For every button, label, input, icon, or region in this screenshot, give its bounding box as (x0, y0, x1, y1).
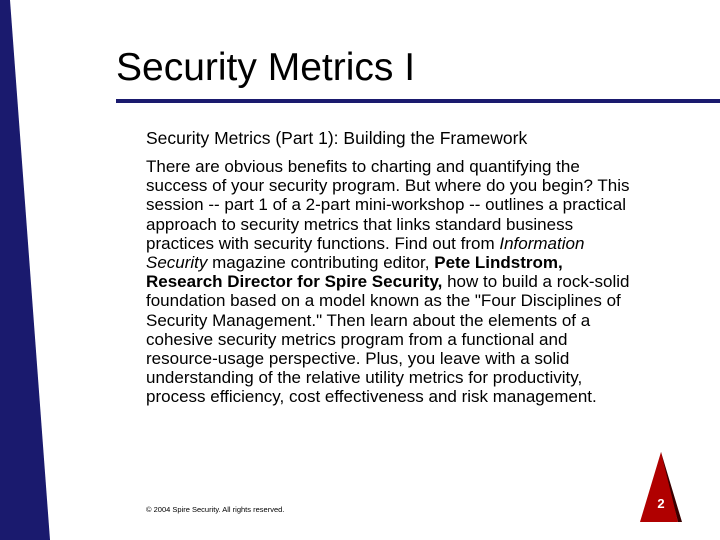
title-underline (116, 99, 720, 103)
left-navy-stripe-shape (0, 0, 50, 540)
description-text-1: There are obvious benefits to charting and quantifying the success of your security program. But where do you begin? This session -- part 1 of a 2-part mini-workshop -- outlines a practical approach to security metrics that links standard business practices with security functions. Find out from (146, 157, 630, 253)
publication-name: Information Security (146, 233, 585, 273)
speaker-name: Pete Lindstrom, Research Director for Spire Security, (146, 253, 563, 292)
left-navy-stripe (0, 0, 50, 540)
description-text-2: magazine contributing editor, (207, 253, 435, 273)
copyright-footer: © 2004 Spire Security. All rights reserved. (146, 505, 285, 514)
slide-title: Security Metrics I (116, 46, 416, 89)
title-underline-bar (116, 99, 720, 103)
page-number: 2 (657, 496, 665, 511)
session-subtitle: Security Metrics (Part 1): Building the Framework (146, 128, 528, 148)
description-text-3: how to build a rock-solid foundation based on a model known as the "Four Disciplines of Security Management." Then learn about the elements of a cohesive security metrics program from a functional and resource-usage perspective. Plus, you leave with a solid understanding of the relative utility metrics for productivity, process efficiency, cost effectiveness and risk management. (146, 272, 630, 407)
session-description (146, 157, 636, 407)
